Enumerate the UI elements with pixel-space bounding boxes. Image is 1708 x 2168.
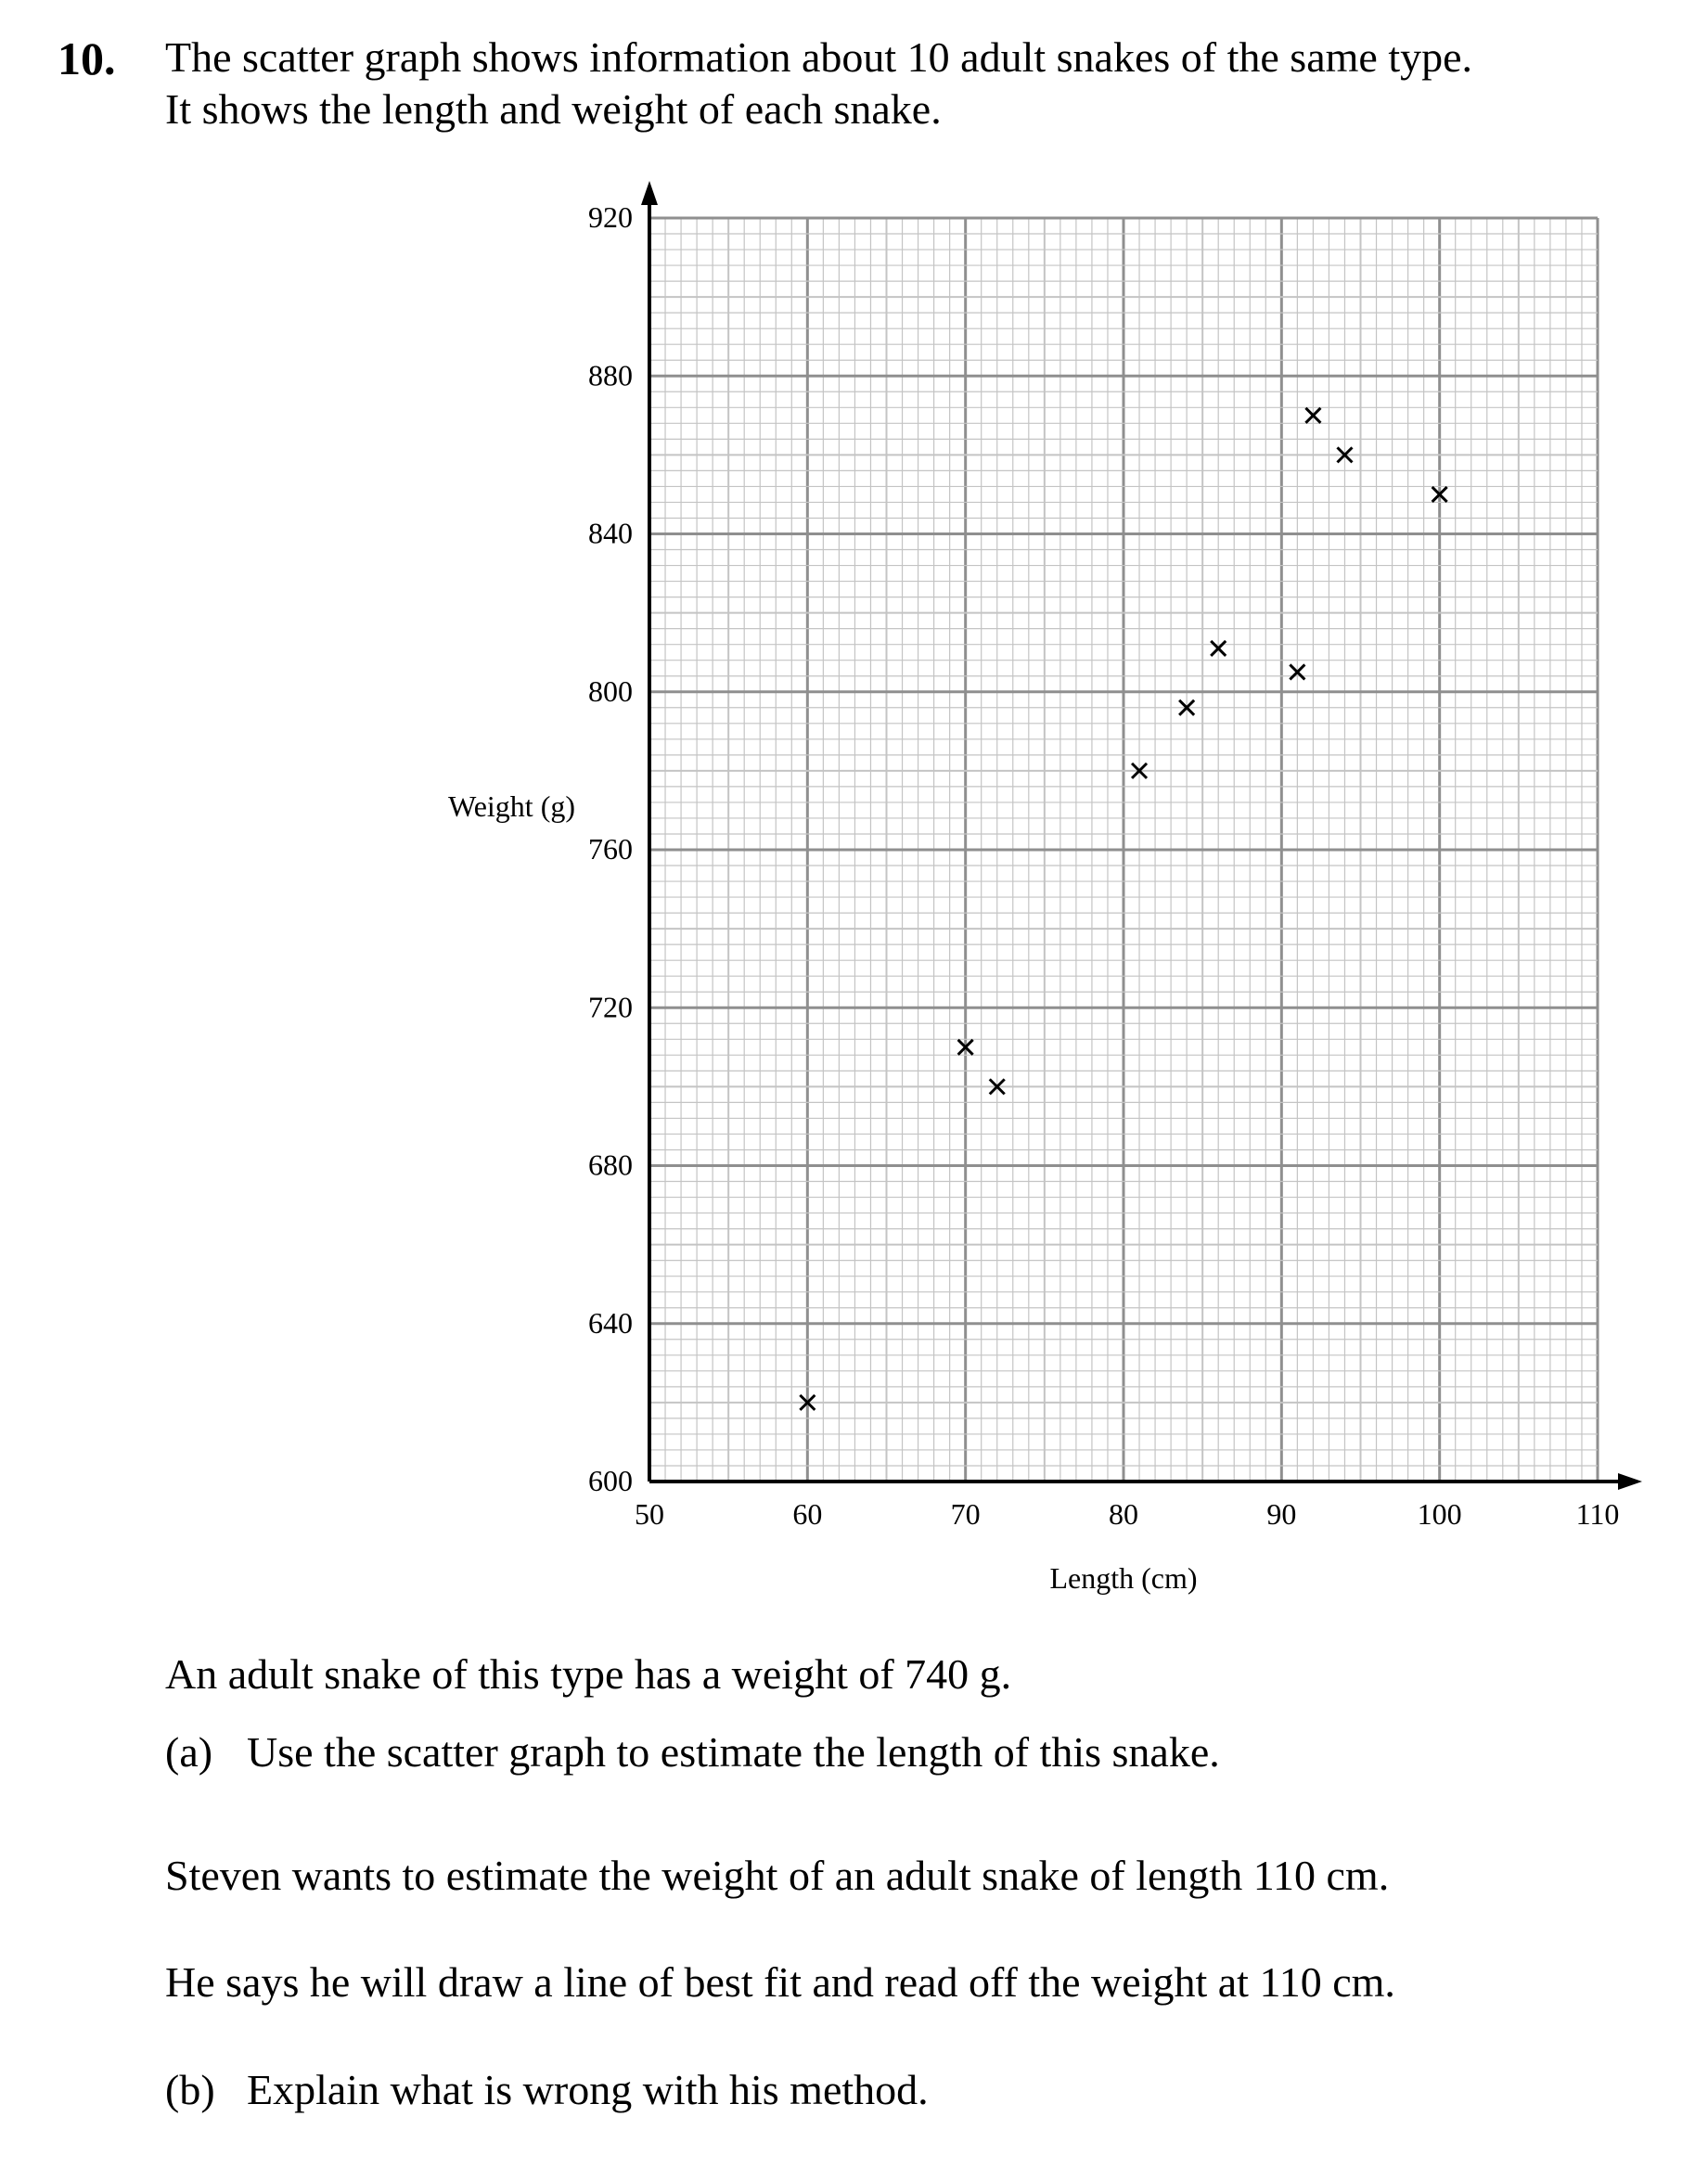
y-axis-label: Weight (g)	[448, 789, 575, 823]
part-a-label: (a)	[165, 1728, 213, 1776]
y-tick-label: 720	[588, 990, 633, 1024]
part-b	[165, 2065, 929, 2114]
y-tick-label: 880	[588, 358, 633, 392]
y-tick-label: 840	[588, 516, 633, 550]
x-axis-label: Length (cm)	[1049, 1561, 1198, 1595]
x-tick-label: 60	[792, 1497, 823, 1531]
x-tick-label: 100	[1417, 1497, 1462, 1531]
part-a-text: Use the scatter graph to estimate the length of this snake.	[247, 1728, 1220, 1776]
intro-line-1: The scatter graph shows information about 10 adult snakes of the same type.	[165, 33, 1473, 81]
x-tick-label: 80	[1109, 1497, 1138, 1531]
y-tick-label: 760	[588, 832, 633, 866]
x-tick-label: 50	[635, 1497, 664, 1531]
statement: An adult snake of this type has a weight of 740 g.	[165, 1650, 1012, 1698]
part-b-label: (b)	[165, 2066, 215, 2113]
y-tick-label: 680	[588, 1148, 633, 1182]
y-tick-label: 640	[588, 1305, 633, 1340]
steven-line: Steven wants to estimate the weight of an adult snake of length 110 cm.	[165, 1852, 1390, 1899]
x-axis-arrow	[1618, 1473, 1642, 1490]
x-tick-label: 90	[1266, 1497, 1297, 1531]
x-tick-label: 110	[1575, 1497, 1620, 1531]
y-tick-label: 800	[588, 673, 633, 708]
x-tick-label: 70	[950, 1497, 981, 1531]
intro-line-2: It shows the length and weight of each snake.	[165, 85, 942, 133]
y-tick-label: 600	[588, 1464, 633, 1497]
y-tick-label: 920	[588, 200, 633, 234]
grid	[649, 218, 1598, 1482]
part-a	[165, 1727, 1220, 1777]
y-axis-arrow	[641, 181, 658, 205]
part-b-text: Explain what is wrong with his method.	[247, 2066, 929, 2113]
question-number: 10.	[58, 32, 116, 84]
method-line: He says he will draw a line of best fit and read off the weight at 110 cm.	[165, 1958, 1395, 2006]
